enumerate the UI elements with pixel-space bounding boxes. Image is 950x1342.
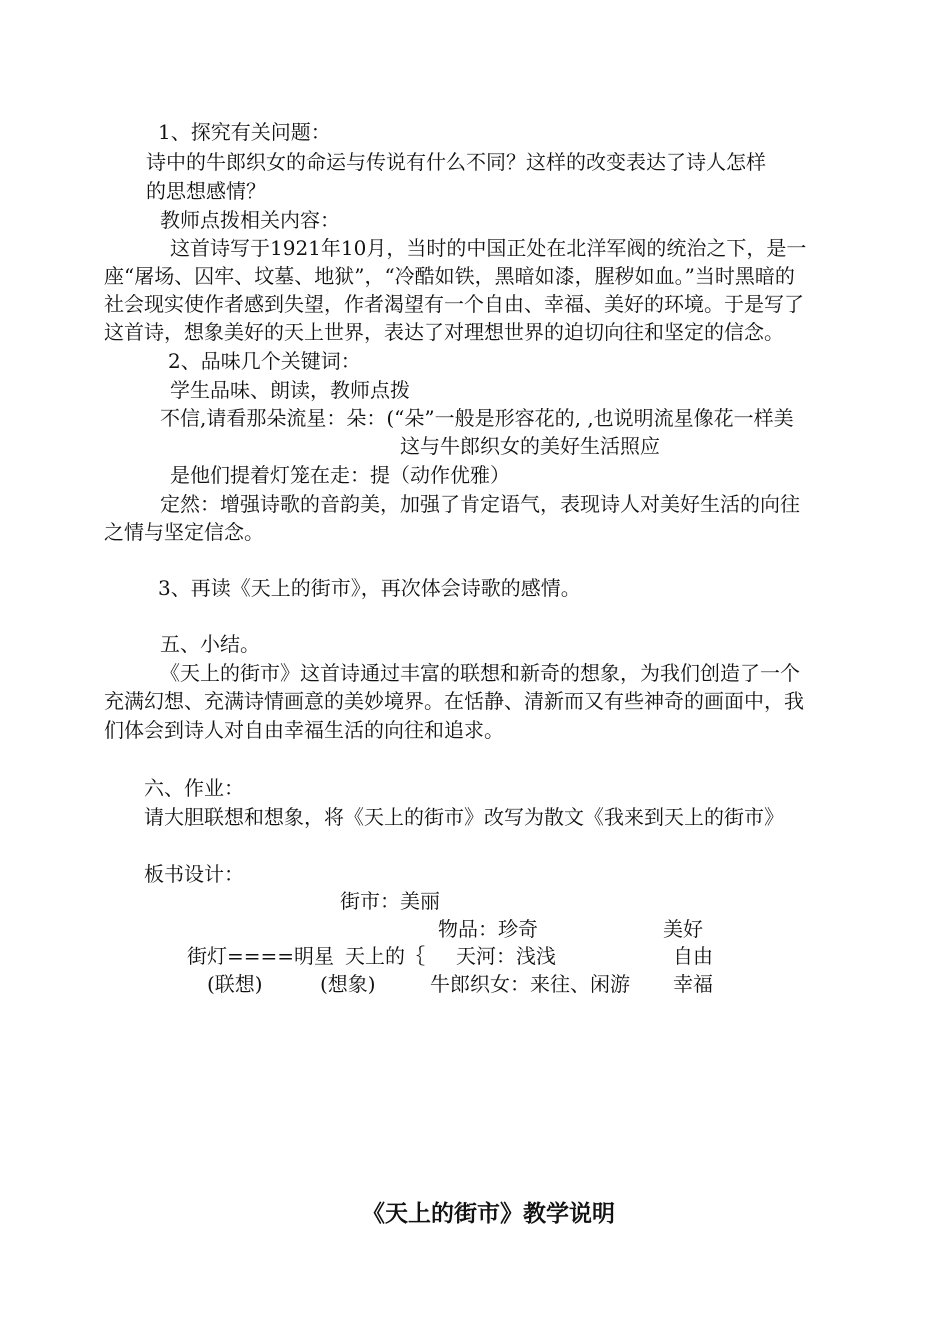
question-line: 诗中的牛郎织女的命运与传说有什么不同？这样的改变表达了诗人怎样 xyxy=(146,150,766,174)
section3-text: 3、再读《天上的街市》，再次体会诗歌的感情。 xyxy=(158,576,581,600)
board-association: (联想) xyxy=(207,972,263,996)
section1-heading: 1、探究有关问题： xyxy=(158,120,331,144)
keyword-line: 是他们提着灯笼在走：提（动作优雅） xyxy=(170,463,510,487)
paragraph-line: 这首诗写于1921年10月，当时的中国正处在北洋军阀的统治之下，是一 xyxy=(170,236,807,260)
paragraph-line: 社会现实使作者感到失望，作者渴望有一个自由、幸福、美好的环境。于是写了 xyxy=(104,292,804,316)
summary-heading: 五、小结。 xyxy=(160,632,260,656)
teacher-heading: 教师点拨相关内容： xyxy=(160,208,340,232)
board-heading: 板书设计： xyxy=(144,862,244,886)
method-line: 学生品味、朗读，教师点拨 xyxy=(170,378,410,402)
board-lamp: 街灯====明星 xyxy=(187,944,335,968)
keyword-line: 之情与坚定信念。 xyxy=(104,520,264,544)
summary-line: 充满幻想、充满诗情画意的美妙境界。在恬静、清新而又有些神奇的画面中，我 xyxy=(104,689,804,713)
paragraph-line: 这首诗，想象美好的天上世界，表达了对理想世界的迫切向往和坚定的信念。 xyxy=(104,320,784,344)
section2-heading: 2、品味几个关键词： xyxy=(168,349,361,373)
paragraph-line: 座“屠场、囚牢、坟墓、地狱”，“冷酷如铁，黑暗如漆，腥秽如血。”当时黑暗的 xyxy=(104,264,795,288)
board-couple: 牛郎织女：来往、闲游 xyxy=(430,972,630,996)
board-goods: 物品：珍奇 xyxy=(438,917,538,941)
board-river: 天河：浅浅 xyxy=(456,944,556,968)
keyword-line: 不信,请看那朵流星：朵：(“朵”一般是形容花的, ,也说明流星像花一样美 xyxy=(160,406,794,430)
keyword-line: 定然：增强诗歌的音韵美，加强了肯定语气，表现诗人对美好生活的向往 xyxy=(160,492,800,516)
keyword-line: 这与牛郎织女的美好生活照应 xyxy=(400,434,660,458)
board-imagination: (想象) xyxy=(320,972,376,996)
section-title: 《天上的街市》教学说明 xyxy=(362,1200,615,1227)
summary-line: 们体会到诗人对自由幸福生活的向往和追求。 xyxy=(104,718,504,742)
homework-heading: 六、作业： xyxy=(144,776,244,800)
board-street: 街市：美丽 xyxy=(340,889,440,913)
board-sky: 天上的｛ xyxy=(345,944,425,968)
homework-text: 请大胆联想和想象，将《天上的街市》改写为散文《我来到天上的街市》 xyxy=(144,805,784,829)
summary-line: 《天上的街市》这首诗通过丰富的联想和新奇的想象，为我们创造了一个 xyxy=(160,661,800,685)
question-line: 的思想感情？ xyxy=(146,179,266,203)
board-happiness: 幸福 xyxy=(673,972,713,996)
board-freedom: 自由 xyxy=(673,944,713,968)
board-beauty: 美好 xyxy=(663,917,703,941)
